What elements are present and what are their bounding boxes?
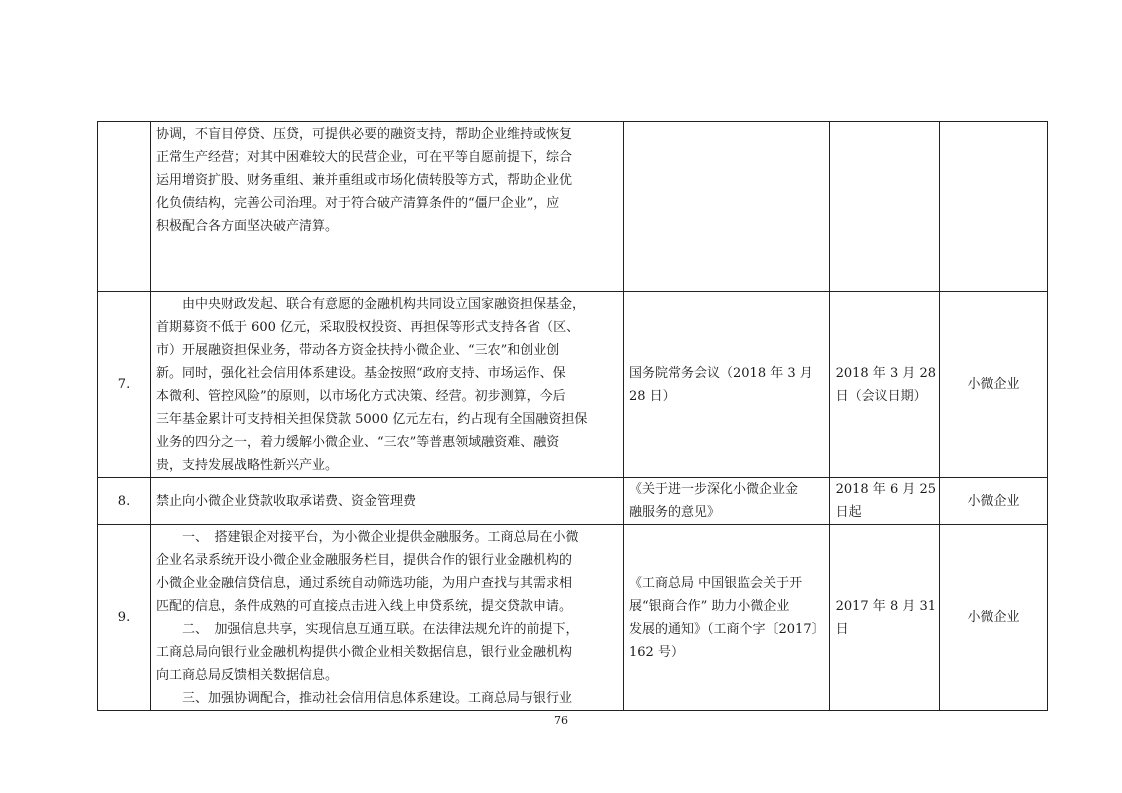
policy-table [97, 121, 1048, 711]
description-line: 工商总局向银行业金融机构提供小微企业相关数据信息，银行业金融机构 [156, 645, 573, 660]
date-line: 2018 年 3 月 28 [835, 365, 937, 381]
row-object: 小微企业 [940, 478, 1048, 525]
description-line: 运用增资扩股、财务重组、兼并重组或市场化债转股等方式，帮助企业优 [156, 173, 573, 188]
document-line: 28 日） [629, 388, 676, 404]
row-date [829, 525, 939, 711]
description-line: 三、加强协调配合，推动社会信用信息体系建设。工商总局与银行业 [156, 691, 573, 706]
document-line: 162 号） [629, 644, 684, 660]
document-line: 《关于进一步深化小微企业金 [629, 482, 799, 497]
document-line: 发展的通知》（工商个字〔2017〕 [629, 621, 825, 637]
description-line: 贵，支持发展战略性新兴产业。 [156, 458, 339, 473]
description-line: 一、 搭建银企对接平台，为小微企业提供金融服务。工商总局在小微 [156, 530, 579, 545]
description-line: 积极配合各方面坚决破产清算。 [156, 219, 339, 234]
row-number: 7. [98, 292, 151, 478]
description-line: 二、 加强信息共享，实现信息互通互联。在法律法规允许的前提下， [156, 622, 579, 637]
description-line: 业务的四分之一，着力缓解小微企业、“三农”等普惠领域融资难、融资 [156, 435, 560, 450]
document-line: 融服务的意见》 [629, 505, 721, 520]
description-line: 本微利、管控风险”的原则，以市场化方式决策、经营。初步测算，今后 [156, 389, 566, 404]
row-number: 8. [98, 478, 151, 525]
document-line: 国务院常务会议（2018 年 3 月 [629, 365, 813, 381]
description-line: 首期募资不低于 600 亿元，采取股权投资、再担保等形式支持各省（区、 [156, 320, 580, 335]
description-line: 由中央财政发起、联合有意愿的金融机构共同设立国家融资担保基金， [156, 297, 586, 312]
description-line: 新。同时，强化社会信用体系建设。基金按照“政府支持、市场运作、保 [156, 366, 566, 381]
row-number: 9. [98, 525, 151, 711]
description-line: 化负债结构，完善公司治理。对于符合破产清算条件的“僵尸企业”，应 [156, 196, 560, 211]
row-number [98, 122, 151, 292]
row-document [624, 478, 830, 525]
document-line: 展“银商合作” 助力小微企业 [629, 598, 790, 614]
table-row-7 [98, 292, 1048, 478]
description-line: 协调，不盲目停贷、压贷，可提供必要的融资支持，帮助企业维持或恢复 [156, 127, 573, 142]
row-date [829, 122, 939, 292]
table-row-9 [98, 525, 1048, 711]
document-line: 《工商总局 中国银监会关于开 [629, 575, 803, 591]
description-line: 正常生产经营；对其中困难较大的民营企业，可在平等自愿前提下，综合 [156, 150, 573, 165]
row-description [151, 478, 624, 525]
row-description [151, 292, 624, 478]
table-row-8 [98, 478, 1048, 525]
row-document [624, 122, 830, 292]
description-line: 市）开展融资担保业务，带动各方资金扶持小微企业、“三农”和创业创 [156, 343, 560, 358]
row-object: 小微企业 [940, 525, 1048, 711]
row-date [829, 292, 939, 478]
date-line: 日起 [835, 505, 862, 520]
row-document [624, 292, 830, 478]
table-row-continued [98, 122, 1048, 292]
row-object: 小微企业 [940, 292, 1048, 478]
date-line: 2018 年 6 月 25 [835, 482, 937, 497]
description-line: 三年基金累计可支持相关担保贷款 5000 亿元左右，约占现有全国融资担保 [156, 412, 588, 427]
row-document [624, 525, 830, 711]
row-object [940, 122, 1048, 292]
description-line: 企业名录系统开设小微企业金融服务栏目，提供合作的银行业金融机构的 [156, 553, 573, 568]
description-line: 匹配的信息，条件成熟的可直接点击进入线上申贷系统，提交贷款申请。 [156, 599, 573, 614]
row-description [151, 525, 624, 711]
date-line: 日（会议日期） [835, 388, 927, 404]
page-number: 76 [554, 714, 568, 727]
date-line: 日 [835, 621, 849, 637]
description-line: 小微企业金融信贷信息，通过系统自动筛选功能，为用户查找与其需求相 [156, 576, 573, 591]
date-line: 2017 年 8 月 31 [835, 598, 937, 614]
description-line: 禁止向小微企业贷款收取承诺费、资金管理费 [156, 494, 417, 509]
description-line: 向工商总局反馈相关数据信息。 [156, 668, 339, 683]
row-date [829, 478, 939, 525]
row-description [151, 122, 624, 292]
